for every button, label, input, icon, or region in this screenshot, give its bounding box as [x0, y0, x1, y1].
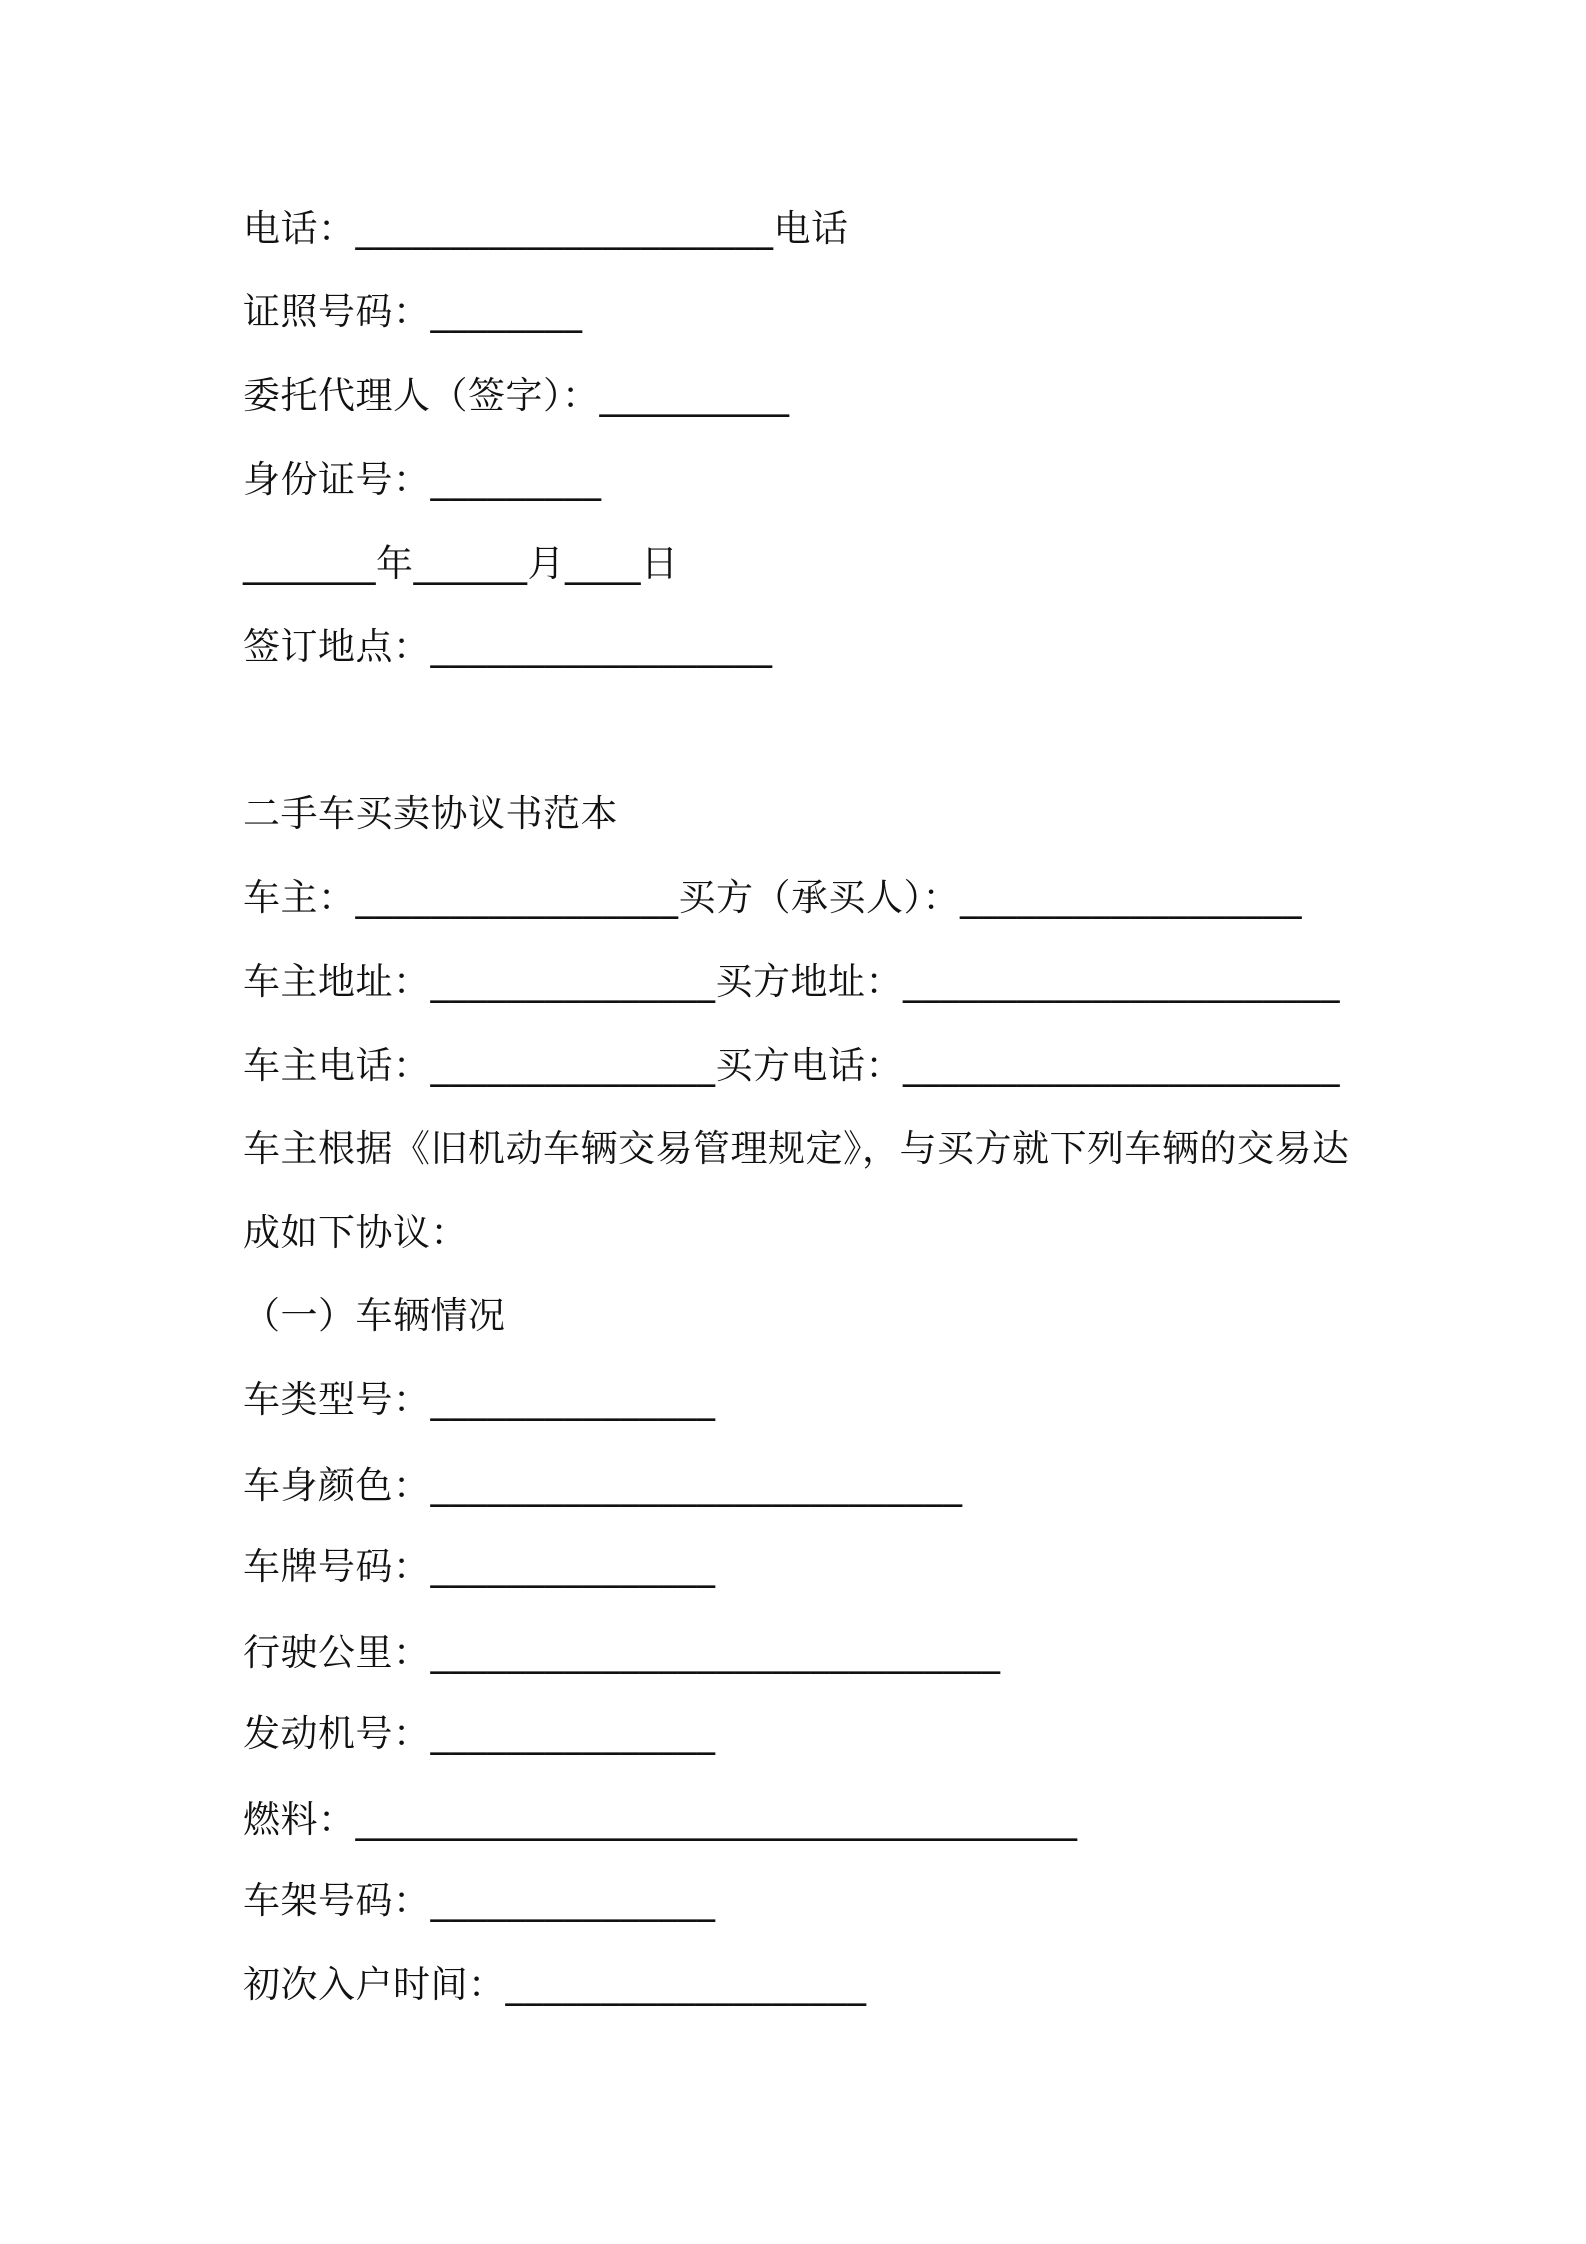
plate-number-line: 车牌号码：_______________	[243, 1545, 716, 1588]
license-number-line: 证照号码：________	[243, 290, 583, 333]
mileage-line: 行驶公里：______________________________	[243, 1631, 1001, 1674]
agreement-intro-line-2: 成如下协议：	[243, 1211, 468, 1254]
signing-place-line: 签订地点：__________________	[243, 625, 773, 668]
document-title: 二手车买卖协议书范本	[243, 792, 618, 835]
owner-buyer-address-line: 车主地址：_______________买方地址：_______________________	[243, 960, 1340, 1003]
first-registration-line: 初次入户时间：___________________	[243, 1963, 867, 2006]
agreement-intro-line-1: 车主根据《旧机动车辆交易管理规定》，与买方就下列车辆的交易达	[243, 1127, 1350, 1170]
section-vehicle-heading: （一）车辆情况	[243, 1294, 506, 1337]
vehicle-model-line: 车类型号：_______________	[243, 1378, 716, 1421]
fuel-line: 燃料：______________________________________	[243, 1798, 1078, 1841]
engine-number-line: 发动机号：_______________	[243, 1712, 716, 1755]
seller-agent-phone-line: 电话：______________________电话	[243, 207, 849, 250]
owner-buyer-phone-line: 车主电话：_______________买方电话：_______________________	[243, 1044, 1340, 1087]
id-number-line: 身份证号：_________	[243, 458, 602, 501]
frame-number-line: 车架号码：_______________	[243, 1879, 716, 1922]
date-line: _______年______月____日	[243, 542, 679, 585]
vehicle-color-line: 车身颜色：____________________________	[243, 1464, 963, 1507]
agent-signature-line: 委托代理人（签字）：__________	[243, 374, 790, 417]
owner-buyer-line: 车主：_________________买方（承买人）：__________________	[243, 876, 1302, 919]
